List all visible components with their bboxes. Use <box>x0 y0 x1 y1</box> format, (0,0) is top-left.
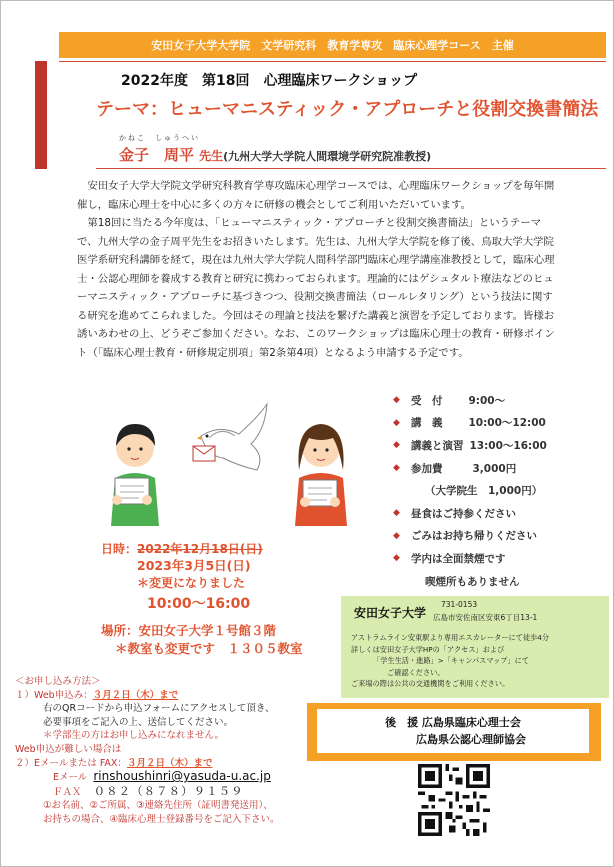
apply-web-desc1: 右のQRコードから申込フォームにアクセスして頂き、 <box>43 703 275 715</box>
diamond-bullet-icon: ◆ <box>393 463 400 474</box>
schedule-item: ◆ 講 義 10:00～12:00 <box>393 417 546 430</box>
boy-figure <box>111 424 159 526</box>
apply-hard-note: Web申込が難しい場合は <box>15 743 122 755</box>
email-address-link[interactable]: rinshoushinri@yasuda-u.ac.jp <box>93 769 271 784</box>
apply-items2: お持ちの場合、④臨床心理士登録番号をご記入下さい。 <box>43 813 280 825</box>
lecturer-line <box>119 144 431 165</box>
dove-with-letter-icon <box>193 404 267 470</box>
schedule-item: ◆ 受 付 9:00～ <box>393 394 506 407</box>
title-accent-bar <box>35 61 47 169</box>
access-directions: アストラムライン安東駅より専用エスカレーターにて徒歩4分 詳しくは安田女子大学HPの「アクセス」および 「学生生活・進路」>「キャンパスマップ」にて ご確認ください。 ご来場の際は公共の交通機関をご利用ください。 <box>351 633 550 688</box>
application-section <box>15 675 315 827</box>
postal-code: 731-0153 <box>441 600 478 609</box>
venue: 場所：安田女子大学１号館３階 <box>101 623 277 638</box>
fax-line: ＦＡＸ ０８２（８７８）９１５９ <box>53 783 244 798</box>
schedule-list <box>393 389 603 592</box>
email-line: Eメール rinshoushinri@yasuda-u.ac.jp <box>53 769 271 784</box>
letter-exchange-illustration <box>89 396 379 526</box>
apply-web-note: ＊学部生の方はお申し込みになれません。 <box>43 730 225 742</box>
schedule-item: ◆ ごみはお持ち帰りください <box>393 530 537 543</box>
date-change-note: ＊変更になりました <box>137 576 246 590</box>
supporter-1: 後 援 広島県臨床心理士会 <box>385 716 521 729</box>
supporter-2: 広島県公認心理師協会 <box>416 733 526 746</box>
apply-web-desc2: 必要事項をご記入の上、送信してください。 <box>43 716 234 728</box>
lecturer-affiliation: (九州大学大学院人間環境学研究院准教授) <box>223 150 432 163</box>
university-address: 広島市安佐南区安東6丁目13-1 <box>433 613 538 622</box>
lecturer-divider <box>96 168 606 169</box>
diamond-bullet-icon: ◆ <box>393 508 400 519</box>
apply-items1: ①お名前、②ご所属、③連絡先住所（証明書発送用）、 <box>43 800 273 812</box>
workshop-theme: テーマ：ヒューマニスティック・アプローチと役割交換書簡法 <box>96 99 599 120</box>
workshop-title: 2022年度 第18回 心理臨床ワークショップ <box>121 73 418 89</box>
old-date: 2022年12月18日(日) <box>137 542 263 556</box>
apply-web-line: １）Web申込み：３月２日（木）まで <box>15 689 179 701</box>
supporters-inner <box>317 709 589 753</box>
supporters-box <box>307 703 601 761</box>
apply-mail-line: ２）Eメールまたは FAX：３月２日（木）まで <box>15 757 213 769</box>
schedule-item: ◆ 学内は全面禁煙です <box>393 552 506 565</box>
girl-figure <box>295 424 347 526</box>
intro-paragraph-2: 第18回に当たる今年度は、「ヒューマニスティック・アプローチと役割交換書簡法」というテーマで、九州大学の金子周平先生をお招きいたします。先生は、九州大学大学院を修了後、鳥取大学大学院医学系研究科講師を経て，現在は九州大学大学院人間科学部門臨床心理学講座准教授として，臨床心理士・公認心理師を養成する教育と研究に携わっておられます。理論的にはゲシュタルト療法などのヒューマニスティック・アプローチに基づきつつ、役割交換書簡法（ロールレタリング）という技法に関する研究を進めてこられました。今回はその理論と技法を繋げた講義と演習を予定しております。皆様お誘いあわせの上、どうぞご参加ください。なお、このワークショップは臨床心理士の教育・研修ポイント（「臨床心理士教育・研修規定別項」第2条第4項）となるよう申請する予定です。 <box>77 217 555 359</box>
schedule-note: （大学院生 1,000円） <box>425 485 543 498</box>
event-time: 10:00～16:00 <box>147 596 251 612</box>
mail-deadline: ３月２日（木）まで <box>126 757 213 769</box>
fax-number: ０８２（８７８）９１５９ <box>93 783 244 798</box>
schedule-note: 喫煙所もありません <box>425 575 520 588</box>
apply-heading: ＜お申し込み方法＞ <box>15 676 101 687</box>
diamond-bullet-icon: ◆ <box>393 417 400 428</box>
lecturer-honorific: 先生 <box>199 149 224 163</box>
title-divider <box>59 61 606 62</box>
schedule-item: ◆ 講義と演習 13:00～16:00 <box>393 439 547 452</box>
venue-room-note: ＊教室も変更です １３０５教室 <box>115 641 303 656</box>
new-date: 2023年3月5日(日) <box>137 558 251 573</box>
event-date <box>101 538 263 612</box>
university-name: 安田女子大学 <box>354 606 427 620</box>
date-label: 日時： <box>101 542 138 556</box>
lecturer-name: 金子 周平 <box>119 146 195 164</box>
intro-paragraph-1: 安田女子大学大学院文学研究科教育学専攻臨床心理学コースでは、心理臨床ワークショップを毎年開催し，臨床心理士を中心に多くの方々に研修の機会としてご利用いただいています。 <box>77 180 555 211</box>
access-box <box>341 596 609 698</box>
diamond-bullet-icon: ◆ <box>393 553 400 564</box>
intro-text <box>77 177 557 362</box>
schedule-item: ◆ 昼食はご持参ください <box>393 507 516 520</box>
organizer-banner <box>59 32 606 58</box>
organizer-text: 安田女子大学大学院 文学研究科 教育学専攻 臨床心理学コース 主催 <box>151 39 514 52</box>
schedule-item: ◆ 参加費 3,000円 <box>393 462 517 475</box>
web-deadline: ３月２日（木）まで <box>92 689 179 701</box>
lecturer-ruby: かねこ しゅうへい <box>119 134 200 142</box>
diamond-bullet-icon: ◆ <box>393 440 400 451</box>
diamond-bullet-icon: ◆ <box>393 530 400 541</box>
diamond-bullet-icon: ◆ <box>393 395 400 406</box>
qr-code-icon[interactable] <box>418 764 490 836</box>
